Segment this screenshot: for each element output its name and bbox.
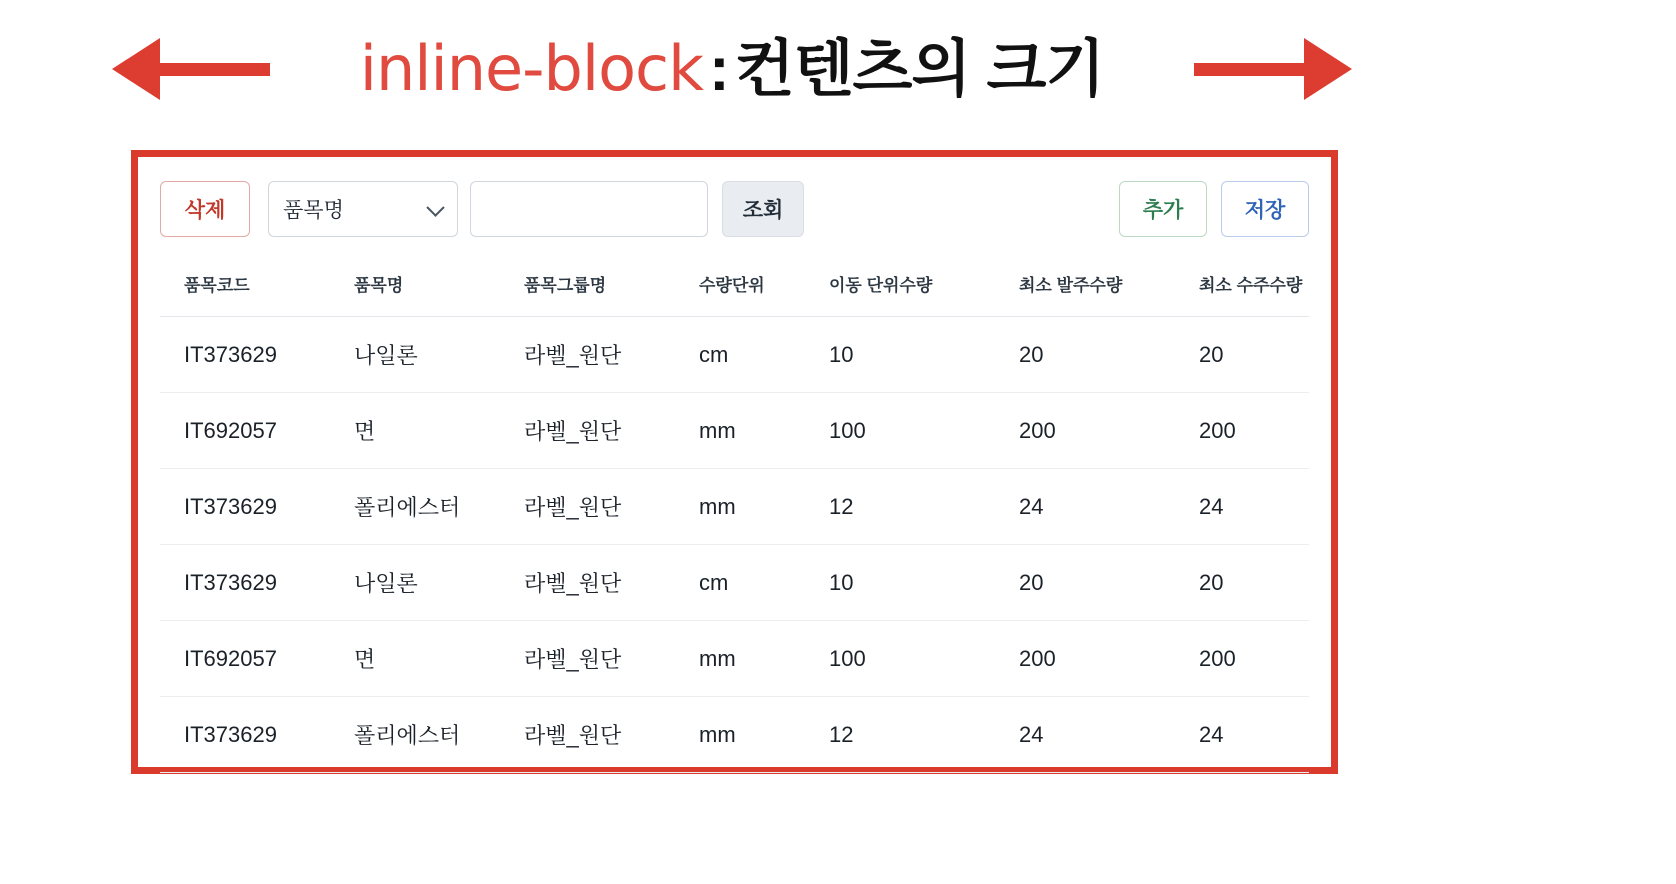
cell-min-order-qty: 24 xyxy=(1019,469,1199,545)
cell-quantity-unit: mm xyxy=(699,393,829,469)
annotation-banner xyxy=(112,14,1352,124)
cell-move-unit-qty: 12 xyxy=(829,697,1019,773)
search-button[interactable]: 조회 xyxy=(722,181,804,237)
cell-item-name: 나일론 xyxy=(354,545,524,621)
inline-block-panel xyxy=(131,150,1338,774)
delete-button[interactable]: 삭제 xyxy=(160,181,250,237)
column-header-min-order-qty[interactable]: 최소 발주수량 xyxy=(1019,261,1199,317)
cell-item-name: 면 xyxy=(354,621,524,697)
toolbar xyxy=(160,181,1309,237)
annotation-colon: : xyxy=(709,34,729,104)
column-header-quantity-unit[interactable]: 수량단위 xyxy=(699,261,829,317)
annotation-korean: 컨텐츠의 크기 xyxy=(734,34,1105,104)
cell-min-order-qty: 24 xyxy=(1019,697,1199,773)
annotation-latin: inline-block xyxy=(359,31,704,105)
table-row[interactable] xyxy=(160,317,1309,393)
table-row[interactable] xyxy=(160,393,1309,469)
annotation-text xyxy=(270,31,1194,105)
cell-move-unit-qty: 100 xyxy=(829,621,1019,697)
cell-quantity-unit: mm xyxy=(699,621,829,697)
cell-item-group-name: 라벨_원단 xyxy=(524,621,699,697)
cell-item-code: IT692057 xyxy=(160,621,354,697)
cell-item-group-name: 라벨_원단 xyxy=(524,545,699,621)
cell-item-code: IT373629 xyxy=(160,317,354,393)
arrow-right-icon xyxy=(1194,38,1352,100)
table-header-row xyxy=(160,261,1309,317)
filter-select-value[interactable]: 품목명 xyxy=(268,181,458,237)
search-input[interactable] xyxy=(470,181,708,237)
table-row[interactable] xyxy=(160,469,1309,545)
filter-select[interactable] xyxy=(268,181,458,237)
cell-min-order-qty: 200 xyxy=(1019,393,1199,469)
save-button[interactable]: 저장 xyxy=(1221,181,1309,237)
cell-min-receive-qty: 20 xyxy=(1199,545,1309,621)
column-header-item-name[interactable]: 품목명 xyxy=(354,261,524,317)
table-row[interactable] xyxy=(160,697,1309,773)
cell-move-unit-qty: 10 xyxy=(829,545,1019,621)
cell-item-group-name: 라벨_원단 xyxy=(524,469,699,545)
cell-item-name: 면 xyxy=(354,393,524,469)
cell-move-unit-qty: 100 xyxy=(829,393,1019,469)
cell-quantity-unit: mm xyxy=(699,469,829,545)
cell-item-code: IT692057 xyxy=(160,393,354,469)
cell-quantity-unit: cm xyxy=(699,317,829,393)
cell-item-group-name: 라벨_원단 xyxy=(524,697,699,773)
cell-item-name: 폴리에스터 xyxy=(354,469,524,545)
cell-min-receive-qty: 24 xyxy=(1199,469,1309,545)
cell-min-order-qty: 20 xyxy=(1019,317,1199,393)
column-header-item-code[interactable]: 품목코드 xyxy=(160,261,354,317)
cell-item-code: IT373629 xyxy=(160,545,354,621)
cell-min-order-qty: 200 xyxy=(1019,621,1199,697)
item-table xyxy=(160,261,1309,773)
cell-min-receive-qty: 200 xyxy=(1199,393,1309,469)
cell-move-unit-qty: 12 xyxy=(829,469,1019,545)
cell-item-code: IT373629 xyxy=(160,469,354,545)
add-button[interactable]: 추가 xyxy=(1119,181,1207,237)
column-header-item-group-name[interactable]: 품목그룹명 xyxy=(524,261,699,317)
cell-item-name: 나일론 xyxy=(354,317,524,393)
cell-min-receive-qty: 200 xyxy=(1199,621,1309,697)
cell-min-order-qty: 20 xyxy=(1019,545,1199,621)
cell-min-receive-qty: 20 xyxy=(1199,317,1309,393)
column-header-min-receive-qty[interactable]: 최소 수주수량 xyxy=(1199,261,1309,317)
column-header-move-unit-qty[interactable]: 이동 단위수량 xyxy=(829,261,1019,317)
cell-quantity-unit: cm xyxy=(699,545,829,621)
cell-min-receive-qty: 24 xyxy=(1199,697,1309,773)
table-row[interactable] xyxy=(160,621,1309,697)
cell-item-name: 폴리에스터 xyxy=(354,697,524,773)
table-row[interactable] xyxy=(160,545,1309,621)
cell-item-group-name: 라벨_원단 xyxy=(524,317,699,393)
cell-quantity-unit: mm xyxy=(699,697,829,773)
arrow-left-icon xyxy=(112,38,270,100)
cell-item-code: IT373629 xyxy=(160,697,354,773)
cell-move-unit-qty: 10 xyxy=(829,317,1019,393)
cell-item-group-name: 라벨_원단 xyxy=(524,393,699,469)
